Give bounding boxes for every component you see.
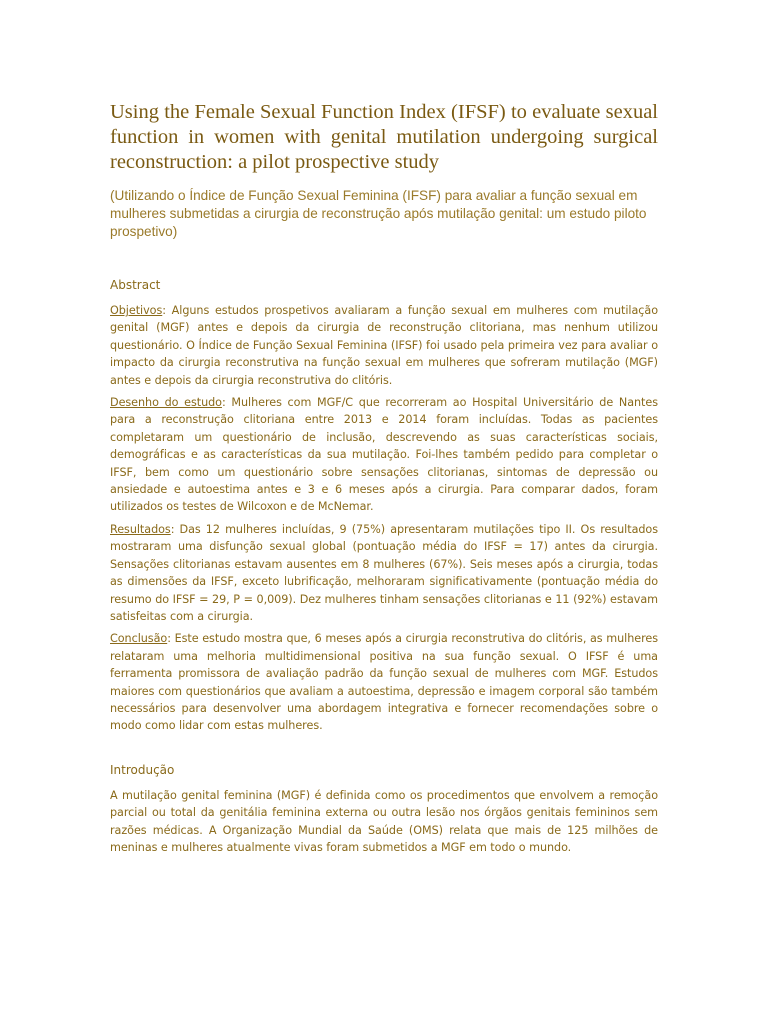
conclusion-text: : Este estudo mostra que, 6 meses após a cirurgia reconstrutiva do clitóris, as mulheres relataram uma melhoria multidimensional positiva na sua função sexual. O IFSF é uma ferramenta promissora de avaliação padrão da função sexual de mulheres com MGF. Estudos maiores com questionários que avaliam a autoestima, depressão e imagem corporal são também necessários para desenvolver uma abordagem integrativa e fornecer recomendações sobre o modo como lidar com estas mulheres.: [110, 632, 658, 733]
abstract-conclusion: [110, 630, 658, 734]
conclusion-label: Conclusão: [110, 632, 168, 646]
section-spacer: [110, 740, 658, 762]
study-design-text: : Mulheres com MGF/C que recorreram ao Hospital Universitário de Nantes para a reconstrução clitoriana entre 2013 e 2014 foram incluídas. Todas as pacientes completaram um questionário de inclusão, descrevendo as suas características sociais, demográficas e as características da sua mutilação. Foi-lhes também pedido para completar o IFSF, bem como um questionário sobre sensações clitorianas, sintomas de depressão ou ansiedade e autoestima antes e 3 e 6 meses após a cirurgia. Para comparar dados, foram utilizados os testes de Wilcoxon e de McNemar.: [110, 396, 658, 514]
objectives-label: Objetivos: [110, 304, 163, 317]
results-text: : Das 12 mulheres incluídas, 9 (75%) apresentaram mutilações tipo II. Os resultados mostraram uma disfunção sexual global (pontuação média do IFSF = 17) antes da cirurgia. Sensações clitorianas estavam ausentes em 8 mulheres (67%). Seis meses após a cirurgia, todas as dimensões da IFSF, exceto lubrificação, melhoraram significativamente (pontuação média do resumo do IFSF = 29, P = 0,009). Dez mulheres tinham sensações clitorianas e 11 (92%) estavam satisfeitas com a cirurgia.: [110, 522, 658, 623]
introduction-heading: Introdução: [110, 762, 175, 777]
objectives-text: : Alguns estudos prospetivos avaliaram a função sexual em mulheres com mutilação genital (MGF) antes e depois da cirurgia de reconstrução clitoriana, mas nenhum utilizou questionário. O Índice de Função Sexual Feminina (IFSF) foi usado pela primeira vez para avaliar o impacto da cirurgia reconstrutiva na função sexual em mulheres que sofreram mutilação (MGF) antes e depois da cirurgia reconstrutiva do clitóris.: [110, 304, 658, 387]
paper-title: Using the Female Sexual Function Index (IFSF) to evaluate sexual function in women with genital mutilation undergoing surgical reconstruction: a pilot prospective study: [110, 101, 658, 173]
abstract-heading: Abstract: [110, 278, 161, 292]
study-design-label: Desenho do estudo: [110, 396, 222, 410]
paper-subtitle: (Utilizando o Índice de Função Sexual Feminina (IFSF) para avaliar a função sexual em mulheres submetidas a cirurgia de reconstrução após mutilação genital: um estudo piloto prospetivo): [110, 188, 647, 239]
document-page: [110, 100, 658, 861]
abstract-study-design: [110, 394, 658, 516]
results-label: Resultados: [110, 522, 171, 536]
introduction-text: A mutilação genital feminina (MGF) é definida como os procedimentos que envolvem a remoção parcial ou total da genitália feminina externa ou outra lesão nos órgãos genitais femininos sem razões médicas. A Organização Mundial da Saúde (OMS) relata que mais de 125 milhões de meninas e mulheres atualmente vivas foram submetidos a MGF em todo o mundo.: [110, 788, 658, 854]
abstract-objectives: [110, 302, 658, 389]
abstract-results: [110, 521, 658, 625]
